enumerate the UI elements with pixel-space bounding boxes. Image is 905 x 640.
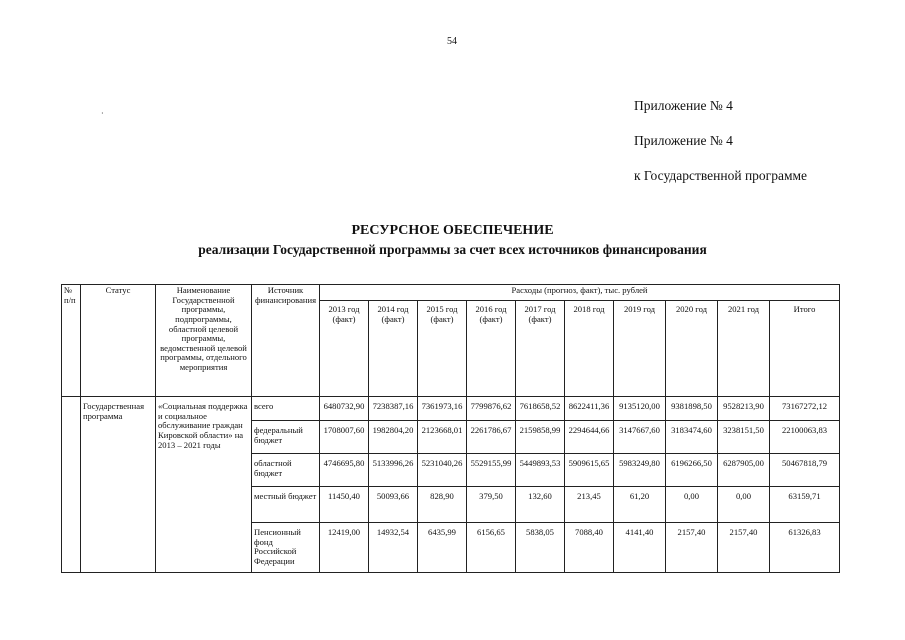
program-name-cell: «Социальная поддержка и социальное обслуживание граждан Кировской области» на 2013 – 2021 годы: [156, 397, 252, 573]
value-cell: 9135120,00: [614, 397, 666, 421]
header-year: 2014 год (факт): [369, 301, 418, 397]
value-cell: 3238151,50: [718, 421, 770, 454]
value-cell: 12419,00: [320, 523, 369, 573]
header-expenses: Расходы (прогноз, факт), тыс. рублей: [320, 285, 840, 301]
value-cell: 5133996,26: [369, 454, 418, 487]
value-cell: 5909615,65: [565, 454, 614, 487]
header-total: Итого: [770, 301, 840, 397]
value-cell: 6196266,50: [666, 454, 718, 487]
source-cell: всего: [252, 397, 320, 421]
value-cell: 6480732,90: [320, 397, 369, 421]
total-cell: 61326,83: [770, 523, 840, 573]
value-cell: 3147667,60: [614, 421, 666, 454]
value-cell: 1708007,60: [320, 421, 369, 454]
document-title: РЕСУРСНОЕ ОБЕСПЕЧЕНИЕ: [351, 223, 554, 238]
value-cell: 5838,05: [516, 523, 565, 573]
value-cell: 379,50: [467, 487, 516, 523]
document-subtitle: реализации Государственной программы за счет всех источников финансирования: [198, 242, 707, 257]
value-cell: 9381898,50: [666, 397, 718, 421]
value-cell: 9528213,90: [718, 397, 770, 421]
header-year: 2019 год: [614, 301, 666, 397]
value-cell: 7618658,52: [516, 397, 565, 421]
value-cell: 7238387,16: [369, 397, 418, 421]
total-cell: 73167272,12: [770, 397, 840, 421]
source-cell: Пенсионный фонд Российской Федерации: [252, 523, 320, 573]
value-cell: 7799876,62: [467, 397, 516, 421]
total-cell: 22100063,83: [770, 421, 840, 454]
value-cell: 61,20: [614, 487, 666, 523]
value-cell: 8622411,36: [565, 397, 614, 421]
value-cell: 11450,40: [320, 487, 369, 523]
value-cell: 4746695,80: [320, 454, 369, 487]
header-year: 2015 год (факт): [418, 301, 467, 397]
header-status: Статус: [81, 285, 156, 397]
annex-line-3: к Государственной программе: [634, 168, 808, 183]
stray-mark: ·: [101, 109, 104, 118]
value-cell: 2294644,66: [565, 421, 614, 454]
annex-line-1: Приложение № 4: [634, 98, 733, 113]
value-cell: 132,60: [516, 487, 565, 523]
value-cell: 6435,99: [418, 523, 467, 573]
value-cell: 4141,40: [614, 523, 666, 573]
header-source: Источник финансирования: [252, 285, 320, 397]
total-cell: 50467818,79: [770, 454, 840, 487]
value-cell: 7361973,16: [418, 397, 467, 421]
value-cell: 213,45: [565, 487, 614, 523]
source-cell: местный бюджет: [252, 487, 320, 523]
value-cell: 5529155,99: [467, 454, 516, 487]
header-num: № п/п: [62, 285, 81, 397]
value-cell: 2123668,01: [418, 421, 467, 454]
value-cell: 1982804,20: [369, 421, 418, 454]
value-cell: 2261786,67: [467, 421, 516, 454]
header-year: 2020 год: [666, 301, 718, 397]
value-cell: 7088,40: [565, 523, 614, 573]
source-cell: областной бюджет: [252, 454, 320, 487]
resources-table: [61, 284, 840, 573]
value-cell: 0,00: [666, 487, 718, 523]
header-year: 2013 год (факт): [320, 301, 369, 397]
value-cell: 0,00: [718, 487, 770, 523]
value-cell: 828,90: [418, 487, 467, 523]
value-cell: 14932,54: [369, 523, 418, 573]
source-cell: федеральный бюджет: [252, 421, 320, 454]
table-row: [62, 397, 840, 421]
header-year: 2021 год: [718, 301, 770, 397]
value-cell: 6156,65: [467, 523, 516, 573]
value-cell: 5449893,53: [516, 454, 565, 487]
status-cell: Государственная программа: [81, 397, 156, 573]
total-cell: 63159,71: [770, 487, 840, 523]
value-cell: 5983249,80: [614, 454, 666, 487]
row-num-cell: [62, 397, 81, 573]
page-number: 54: [447, 36, 457, 47]
header-year: 2017 год (факт): [516, 301, 565, 397]
header-year: 2016 год (факт): [467, 301, 516, 397]
header-year: 2018 год: [565, 301, 614, 397]
value-cell: 6287905,00: [718, 454, 770, 487]
annex-line-2: Приложение № 4: [634, 133, 733, 148]
value-cell: 2157,40: [666, 523, 718, 573]
value-cell: 3183474,60: [666, 421, 718, 454]
header-name: Наименование Государственной программы, подпрограммы, областной целевой программы, ведомственной целевой программы, отдельного мероприятия: [156, 285, 252, 397]
value-cell: 50093,66: [369, 487, 418, 523]
value-cell: 2157,40: [718, 523, 770, 573]
value-cell: 2159858,99: [516, 421, 565, 454]
value-cell: 5231040,26: [418, 454, 467, 487]
